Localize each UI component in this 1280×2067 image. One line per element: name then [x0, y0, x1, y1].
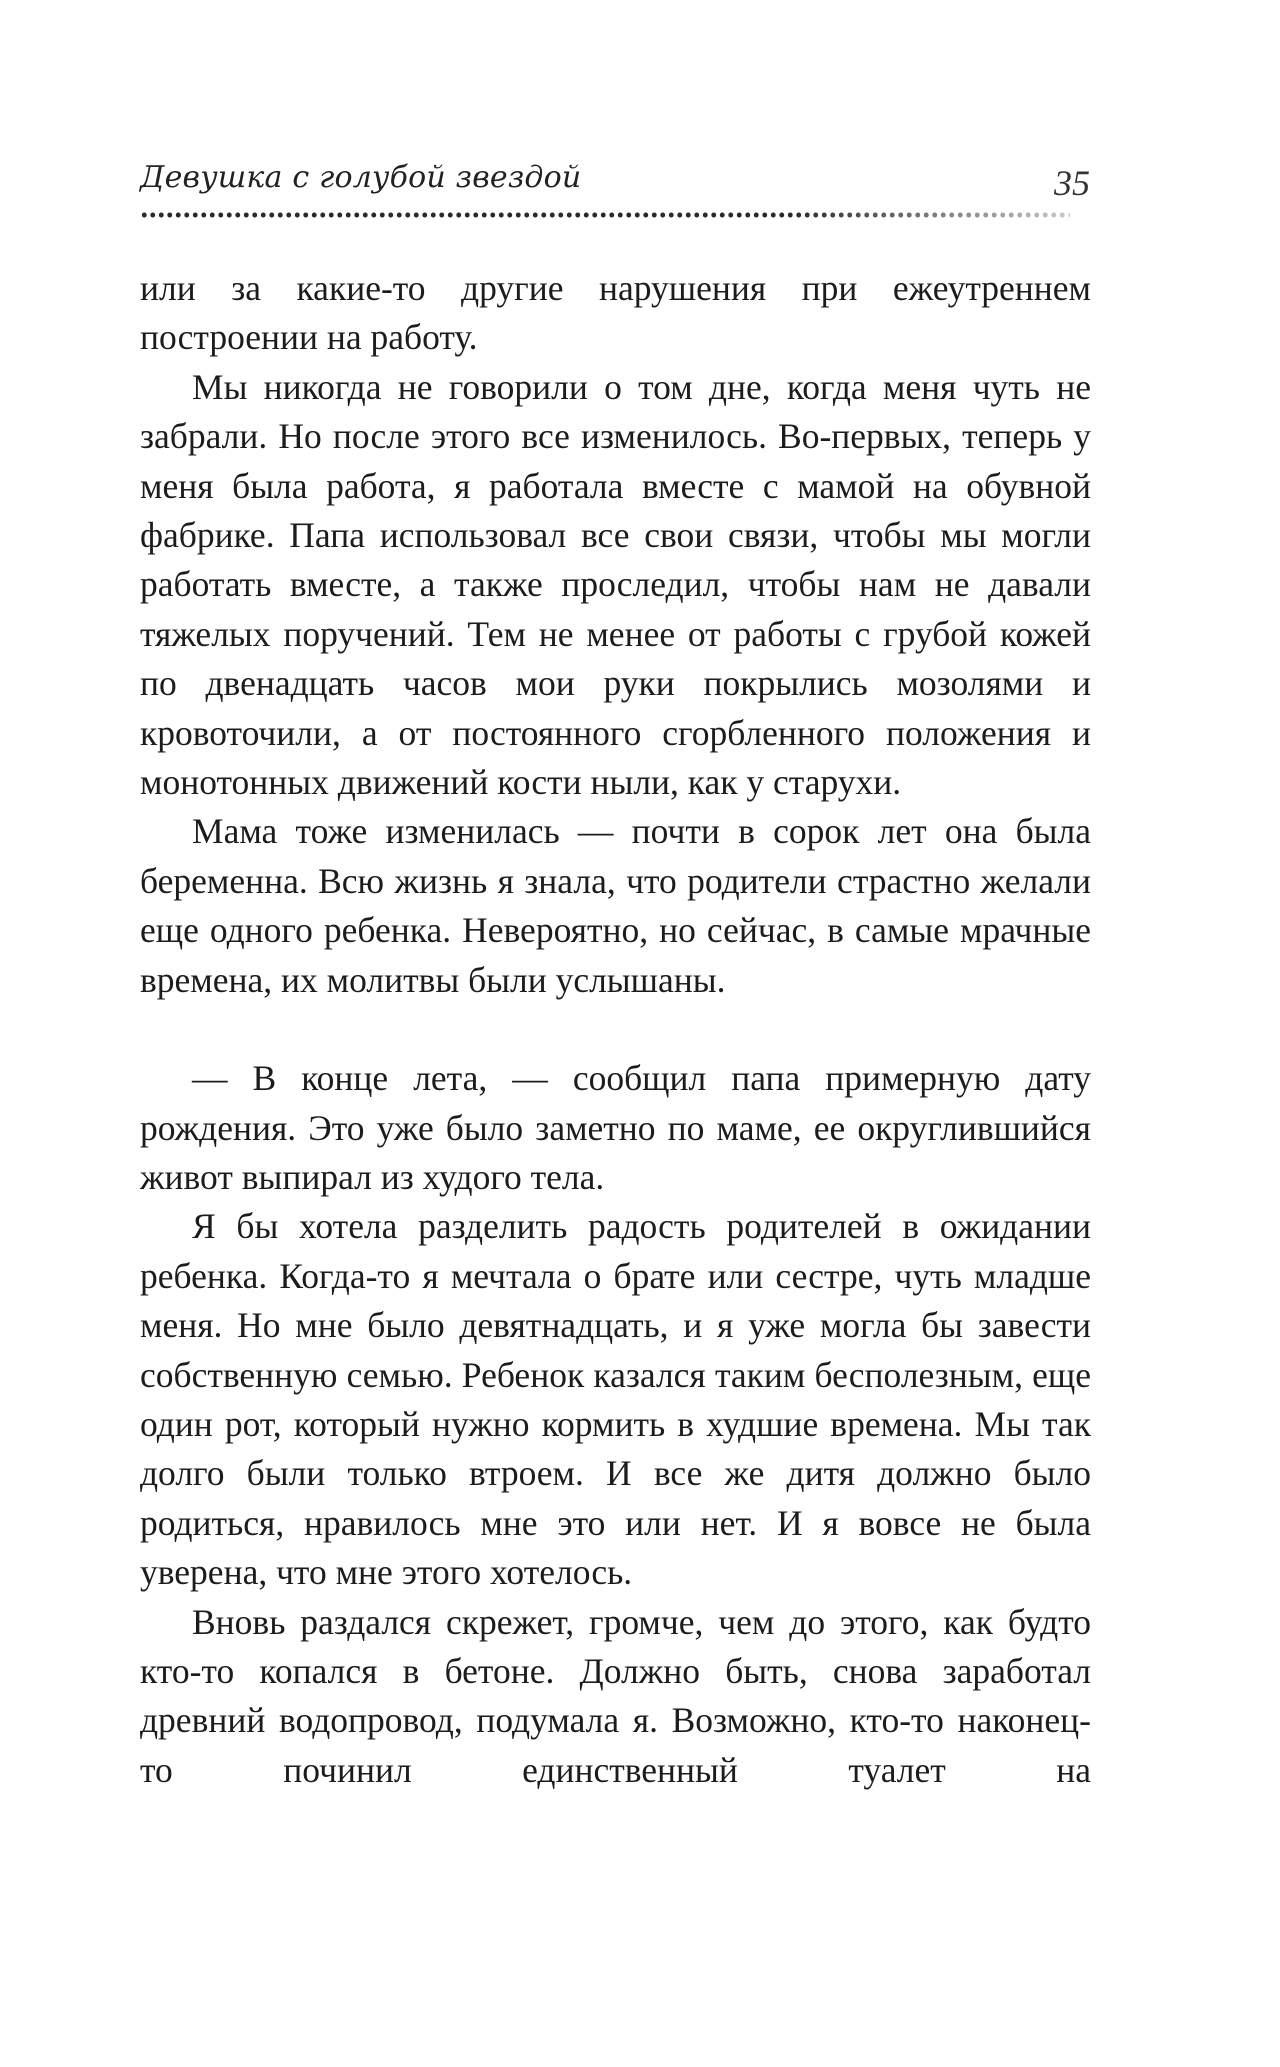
paragraph-continuation: или за какие-то другие нарушения при ежеутреннем построении на работу. — [140, 268, 1091, 358]
paragraph-dialogue: — В конце лета, — сообщил папа примерную дату рождения. Это уже было заметно по маме, ее округлившийся живот выпирал из худого тела. — [140, 1058, 1091, 1197]
running-header — [140, 160, 1090, 202]
running-title: Девушка с голубой звездой — [140, 160, 582, 195]
paragraph: Мама тоже изменилась — почти в сорок лет она была беременна. Всю жизнь я знала, что родители страстно желали еще одного ребенка. Невероятно, но сейчас, в самые мрачные времена, их молитвы были услышаны. — [140, 811, 1091, 1000]
paragraph: Я бы хотела разделить радость родителей в ожидании ребенка. Когда-то я мечтала о брате или сестре, чуть младше меня. Но мне было девятнадцать, и я уже могла бы завести собственную семью. Ребенок казался таким бесполезным, еще один рот, который нужно кормить в худшие времена. Мы так долго были только втроем. И все же дитя должно было родиться, нравилось мне это или нет. И я вовсе не была уверена, что мне этого хотелось. — [140, 1206, 1091, 1593]
page-number: 35 — [1054, 163, 1090, 203]
body-text — [140, 264, 1091, 1795]
paragraph: Вновь раздался скрежет, громче, чем до этого, как будто кто-то копался в бетоне. Должно быть, снова заработал древний водопровод, подумала я. Возможно, кто-то наконец-то починил единственный туалет на — [140, 1601, 1091, 1790]
dotted-divider — [140, 211, 1070, 219]
paragraph: Мы никогда не говорили о том дне, когда меня чуть не забрали. Но после этого все изменилось. Во-первых, теперь у меня была работа, я работала вместе с мамой на обувной фабрике. Папа использовал все свои связи, чтобы мы могли работать вместе, а также проследил, чтобы нам не давали тяжелых поручений. Тем не менее от работы с грубой кожей по двенадцать часов мои руки покрылись мозолями и кровоточили, а от постоянного сгорбленного положения и монотонных движений кости ныли, как у старухи. — [140, 366, 1091, 803]
